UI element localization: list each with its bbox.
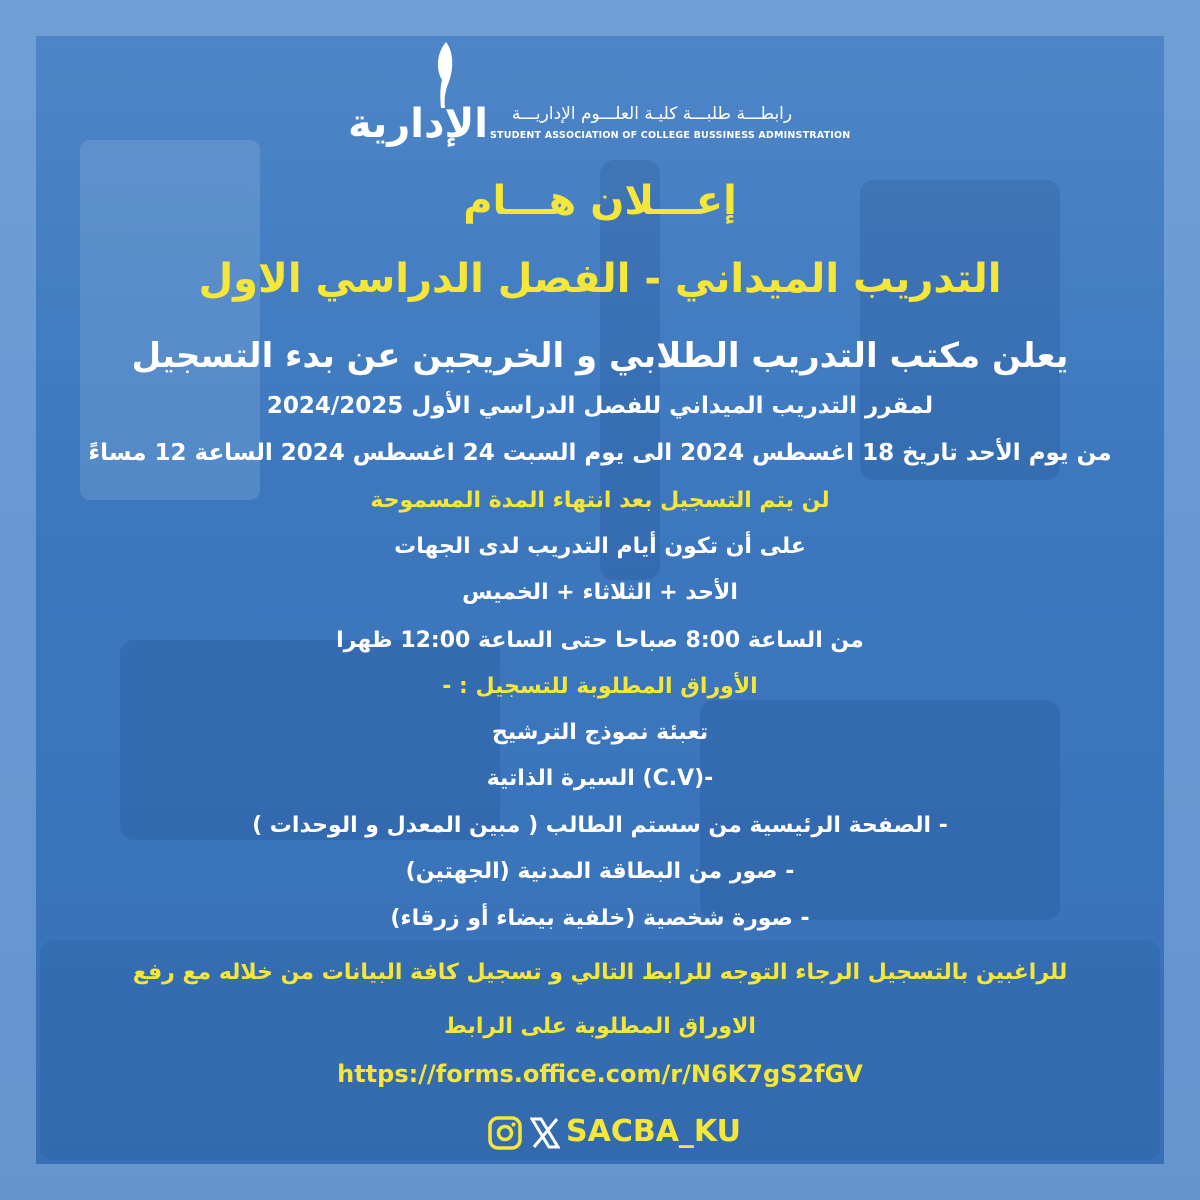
instructions-line: للراغبين بالتسجيل الرجاء التوجه للرابط التالي و تسجيل كافة البيانات من خلاله مع رفع <box>132 960 1068 985</box>
training-days-intro: على أن تكون أيام التدريب لدى الجهات <box>394 534 806 559</box>
association-logo <box>347 40 851 152</box>
instagram-icon[interactable] <box>488 1116 522 1150</box>
document-item: - الصفحة الرئيسية من سستم الطالب ( مبين المعدل و الوحدات ) <box>252 813 948 838</box>
training-days: الأحد + الثلاثاء + الخميس <box>462 580 738 605</box>
document-item: - صورة شخصية (خلفية بيضاء أو زرقاء) <box>390 906 810 931</box>
document-item: -(C.V) السيرة الذاتية <box>486 766 714 791</box>
logo-english-name: STUDENT ASSOCIATION OF COLLEGE BUSSINESS ADMINSTRATION <box>490 130 851 141</box>
course-line: لمقرر التدريب الميداني للفصل الدراسي الأول 2024/2025 <box>266 393 934 419</box>
registration-link[interactable]: https://forms.office.com/r/N6K7gS2fGV <box>337 1060 863 1088</box>
social-handle-text[interactable]: SACBA_KU <box>566 1114 742 1149</box>
document-item: - صور من البطاقة المدنية (الجهتين) <box>405 859 795 884</box>
documents-title: الأوراق المطلوبة للتسجيل : - <box>442 674 758 699</box>
announce-line: يعلن مكتب التدريب الطلابي و الخريجين عن بدء التسجيل <box>131 336 1069 376</box>
headline: إعـــلان هـــام <box>463 178 737 224</box>
dates-line: من يوم الأحد تاريخ 18 اغسطس 2024 الى يوم السبت 24 اغسطس 2024 الساعة 12 مساءً <box>88 440 1112 466</box>
document-item: تعبئة نموذج الترشيح <box>491 720 709 745</box>
training-hours: من الساعة 8:00 صباحا حتى الساعة 12:00 ظهرا <box>336 628 864 653</box>
background-chair <box>860 180 1060 480</box>
logo-arabic-name: رابطـــة طلبـــة كليـة العلـــوم الإداريـــة <box>511 104 793 124</box>
logo-wordmark: الإدارية <box>347 101 488 147</box>
instructions-line: الاوراق المطلوبة على الرابط <box>444 1014 756 1039</box>
subtitle: التدريب الميداني - الفصل الدراسي الاول <box>198 256 1002 302</box>
no-late-registration-line: لن يتم التسجيل بعد انتهاء المدة المسموحة <box>370 488 830 513</box>
x-icon[interactable] <box>530 1116 560 1150</box>
social-handle[interactable] <box>480 1112 740 1156</box>
